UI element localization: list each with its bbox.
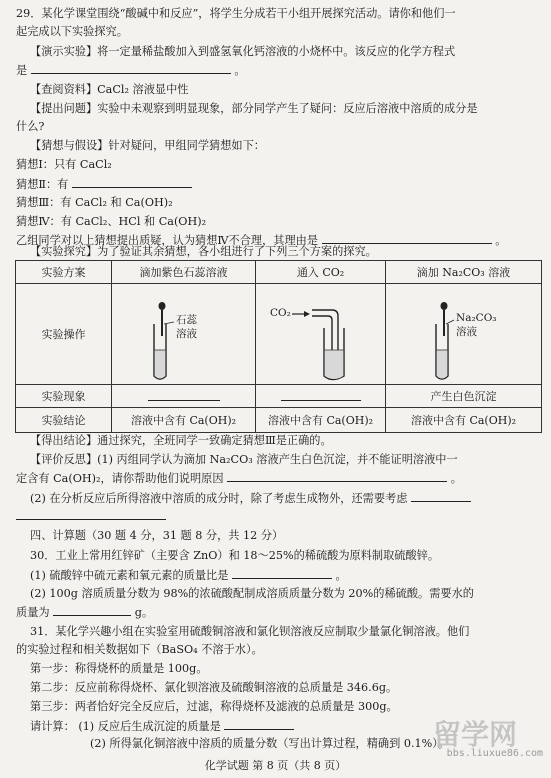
q29-question-cont: 什么? — [16, 120, 45, 133]
q29-intro: 29．某化学课堂围绕“酸碱中和反应”，将学生分成若干小组开展探究活动。请你和他们一 — [16, 7, 456, 20]
op-na2co3-cell — [386, 284, 542, 385]
header-na2co3: 滴加 Na₂CO₃ 溶液 — [386, 261, 542, 284]
row-label-conclusion: 实验结论 — [16, 408, 112, 433]
guess-2-blank[interactable] — [72, 176, 192, 188]
consider-blank-2[interactable] — [16, 508, 166, 520]
page-footer: 化学试题 第 8 页（共 8 页） — [204, 759, 347, 772]
reflect-line-2: 定含有 Ca(OH)₂，请你帮助他们说明原因 。 — [16, 472, 462, 485]
experiment-table — [15, 260, 542, 433]
q31-calc-2: (2) 所得氯化铜溶液中溶质的质量分数（写出计算过程，精确到 0.1%）。 — [90, 737, 450, 750]
header-co2: 通入 CO₂ — [256, 261, 386, 284]
phen-litmus-cell — [112, 385, 256, 408]
table-row — [16, 261, 542, 284]
doubt-blank[interactable] — [322, 232, 492, 244]
na2co3-label-1: Na₂CO₃ — [456, 312, 497, 324]
reflect-continuation — [16, 508, 539, 525]
q30-part-2-cont: 质量为 g。 — [16, 606, 154, 619]
phen-na2co3-cell: 产生白色沉淀 — [386, 385, 542, 408]
q29-intro-cont: 起完成以下实验探究。 — [16, 25, 128, 38]
row-label-operation: 实验操作 — [16, 284, 112, 385]
row-label-phenomenon: 实验现象 — [16, 385, 112, 408]
table-row — [16, 408, 542, 433]
table-row — [16, 284, 542, 385]
q29-question: 【提出问题】实验中未观察到明显现象，部分同学产生了疑问：反应后溶液中溶质的成分是 — [30, 102, 478, 115]
litmus-label-2: 溶液 — [176, 328, 197, 340]
q31-intro-cont: 的实验过程和相关数据如下（BaSO₄ 不溶于水）。 — [16, 643, 263, 656]
guess-3: 猜想Ⅲ：有 CaCl₂ 和 Ca(OH)₂ — [16, 196, 173, 209]
explore-line: 【实验探究】为了验证其余猜想，各小组进行了下列三个方案的探究。 — [30, 245, 377, 258]
q31-step-1: 第一步：称得烧杯的质量是 100g。 — [30, 662, 208, 675]
watermark-url: bbs.liuxue86.com — [446, 748, 543, 759]
guess-1: 猜想Ⅰ：只有 CaCl₂ — [16, 158, 112, 171]
co2-label: CO₂ — [270, 307, 291, 319]
q30-intro: 30．工业上常用红锌矿（主要含 ZnO）和 18～25%的稀硫酸为原料制取硫酸锌。 — [30, 549, 440, 562]
q29-hypothesis-head: 【猜想与假设】针对疑问，甲组同学猜想如下： — [30, 139, 265, 152]
op-co2-cell — [256, 284, 386, 385]
svg-text:留学网: 留学网 — [432, 718, 518, 751]
q31-intro: 31．某化学兴趣小组在实验室用硫酸铜溶液和氯化钡溶液反应制取少量氯化铜溶液。他们 — [30, 625, 470, 638]
litmus-label-1: 石蕊 — [176, 314, 197, 326]
q31-step-3: 第三步：两者恰好完全反应后，过滤，称得烧杯及滤液的总质量是 300g。 — [30, 700, 398, 713]
ratio-blank[interactable] — [232, 567, 332, 579]
consider-blank[interactable] — [411, 490, 471, 502]
header-scheme: 实验方案 — [16, 261, 112, 284]
reflect-line-3: (2) 在分析反应后所得溶液中溶质的成分时，除了考虑生成物外，还需要考虑 — [30, 490, 539, 507]
section-4-heading: 四、计算题（30 题 4 分，31 题 8 分，共 12 分） — [30, 529, 284, 542]
equation-blank[interactable] — [31, 62, 231, 74]
reason-blank[interactable] — [227, 470, 447, 482]
q29-info: 【查阅资料】CaCl₂ 溶液显中性 — [30, 83, 189, 96]
phenomenon-blank-2[interactable] — [281, 389, 361, 401]
precipitate-blank[interactable] — [224, 718, 294, 730]
op-litmus-cell — [112, 284, 256, 385]
conc-co2-cell: 溶液中含有 Ca(OH)₂ — [256, 408, 386, 433]
conc-na2co3-cell: 溶液中含有 Ca(OH)₂ — [386, 408, 542, 433]
table-row — [16, 385, 542, 408]
doubt-line: 乙组同学对以上猜想提出质疑，认为猜想Ⅳ不合理，其理由是 。 — [16, 234, 507, 247]
q29-demo: 【演示实验】将一定量稀盐酸加入到盛氢氧化钙溶液的小烧杯中。该反应的化学方程式 — [30, 45, 456, 58]
guess-2-line: 猜想Ⅱ：有 — [16, 176, 539, 193]
na2co3-label-2: 溶液 — [456, 326, 477, 338]
guess-4: 猜想Ⅳ：有 CaCl₂、HCl 和 Ca(OH)₂ — [16, 215, 207, 228]
header-litmus: 滴加紫色石蕊溶液 — [112, 261, 256, 284]
q31-step-2: 第二步：反应前称得烧杯、氯化钡溶液及硫酸铜溶液的总质量是 346.6g。 — [30, 681, 398, 694]
q30-part-2: (2) 100g 溶质质量分数为 98%的浓硫酸配制成溶质质量分数为 20%的稀硫酸。需要水的 — [30, 587, 474, 600]
conclusion-line: 【得出结论】通过探究，全班同学一致确定猜想Ⅲ是正确的。 — [30, 434, 332, 447]
gas-tube-test-tube-icon — [256, 284, 386, 384]
phenomenon-blank-1[interactable] — [148, 389, 220, 401]
reflect-line: 【评价反思】(1) 丙组同学认为滴加 Na₂CO₃ 溶液产生白色沉淀，并不能证明溶液中一 — [30, 453, 458, 466]
phen-co2-cell — [256, 385, 386, 408]
q30-part-1: (1) 硫酸锌中硫元素和氧元素的质量比是 。 — [30, 569, 347, 582]
q29-demo-answer-line: 是 。 — [16, 64, 246, 77]
conc-litmus-cell: 溶液中含有 Ca(OH)₂ — [112, 408, 256, 433]
water-mass-blank[interactable] — [53, 604, 131, 616]
q31-calc-1: 请计算： (1) 反应后生成沉淀的质量是 — [30, 718, 539, 735]
